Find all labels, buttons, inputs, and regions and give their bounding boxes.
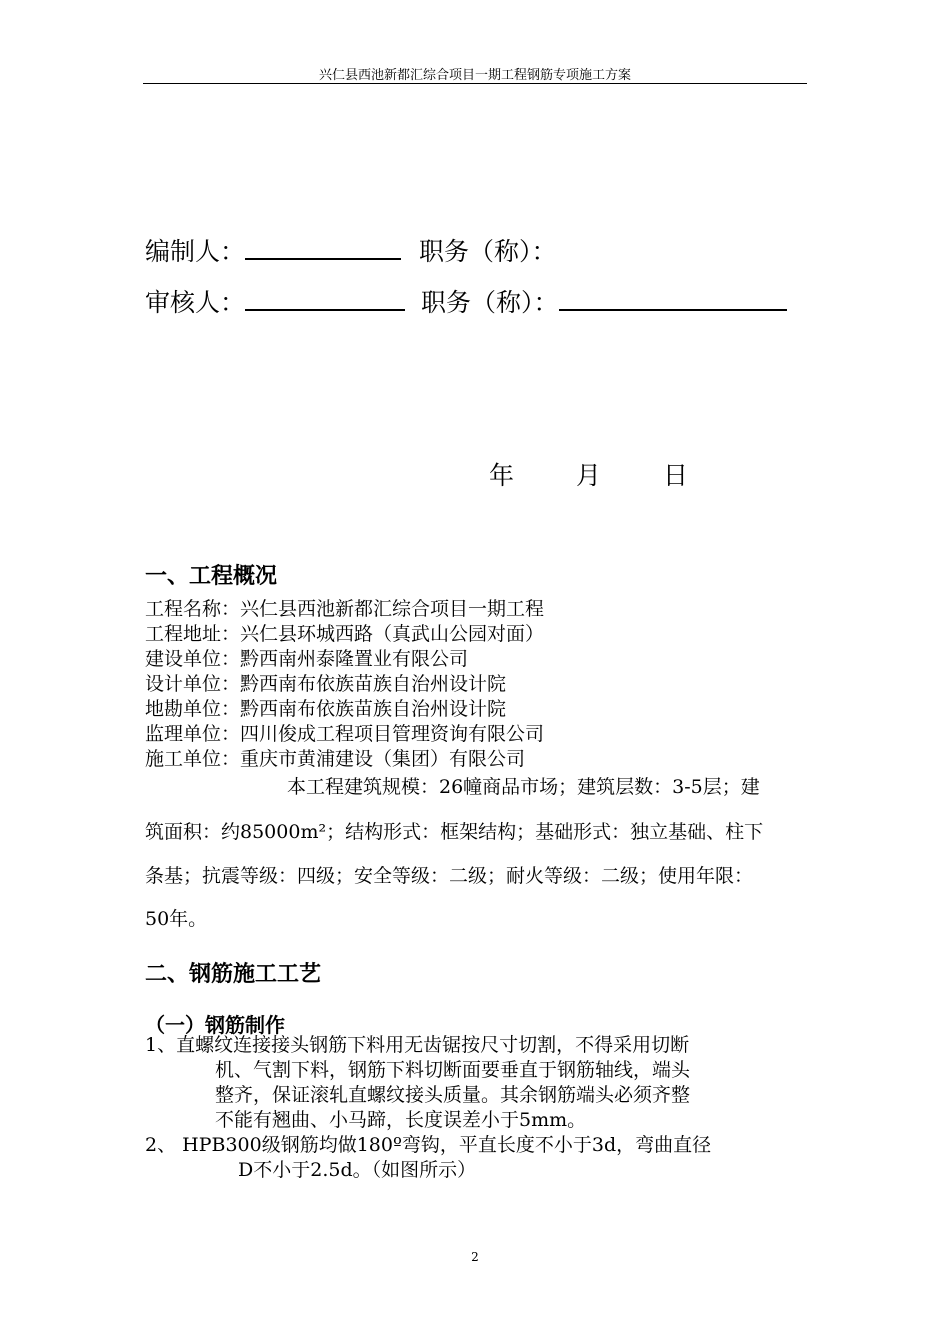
project-info-list [145, 597, 544, 772]
scale-line-1: 本工程建筑规模：26幢商品市场；建筑层数：3-5层；建 [287, 776, 760, 798]
info-survey: 地勘单位：黔西南布依族苗族自治州设计院 [145, 698, 507, 720]
section2-title: 二、钢筋施工工艺 [145, 962, 322, 987]
info-contractor: 施工单位：重庆市黄浦建设（集团）有限公司 [145, 748, 526, 770]
info-project-address: 工程地址：兴仁县环城西路（真武山公园对面） [145, 623, 545, 645]
date-year: 年 [489, 461, 515, 490]
info-supervisor: 监理单位：四川俊成工程项目管理资询有限公司 [145, 723, 545, 745]
scale-line-3: 条基；抗震等级：四级；安全等级：二级；耐火等级：二级；使用年限： [145, 865, 754, 887]
reviewer-row [145, 283, 787, 319]
reviewer-label: 审核人： [145, 288, 246, 317]
reviewer-blank [245, 285, 405, 311]
page-header: 兴仁县西池新都汇综合项目一期工程钢筋专项施工方案 [318, 68, 631, 83]
step1-line-1: 1、直螺纹连接接头钢筋下料用无齿锯按尺寸切割，不得采用切断 [145, 1034, 690, 1056]
info-designer: 设计单位：黔西南布依族苗族自治州设计院 [145, 673, 507, 695]
step2-line-1: 2、 HPB300级钢筋均做180º弯钩，平直长度不小于3d，弯曲直径 [145, 1134, 712, 1156]
compiler-blank [245, 234, 401, 260]
date-month: 月 [576, 461, 602, 490]
step1-line-2: 机、气割下料，钢筋下料切断面要垂直于钢筋轴线，端头 [215, 1059, 691, 1081]
compiler-row [145, 232, 557, 268]
position1-label: 职务（称）： [419, 237, 557, 266]
info-project-name: 工程名称：兴仁县西池新都汇综合项目一期工程 [145, 598, 545, 620]
section1-title: 一、工程概况 [145, 564, 278, 589]
section2-subtitle: （一）钢筋制作 [145, 1013, 285, 1037]
step2-line-2: D不小于2.5d。（如图所示） [238, 1159, 477, 1181]
info-developer: 建设单位：黔西南州泰隆置业有限公司 [145, 648, 469, 670]
position2-blank [559, 285, 787, 311]
step1-line-4: 不能有翘曲、小马蹄，长度误差小于5mm。 [215, 1109, 587, 1131]
compiler-label: 编制人： [145, 237, 246, 266]
step1-line-3: 整齐，保证滚轧直螺纹接头质量。其余钢筋端头必须齐整 [215, 1084, 691, 1106]
header-rule [143, 83, 807, 84]
scale-line-4: 50年。 [145, 908, 208, 930]
position2-label: 职务（称）： [421, 288, 559, 317]
date-day: 日 [663, 461, 689, 490]
page-number: 2 [471, 1250, 479, 1264]
scale-line-2: 筑面积：约85000m²；结构形式：框架结构；基础形式：独立基础、柱下 [145, 821, 764, 843]
